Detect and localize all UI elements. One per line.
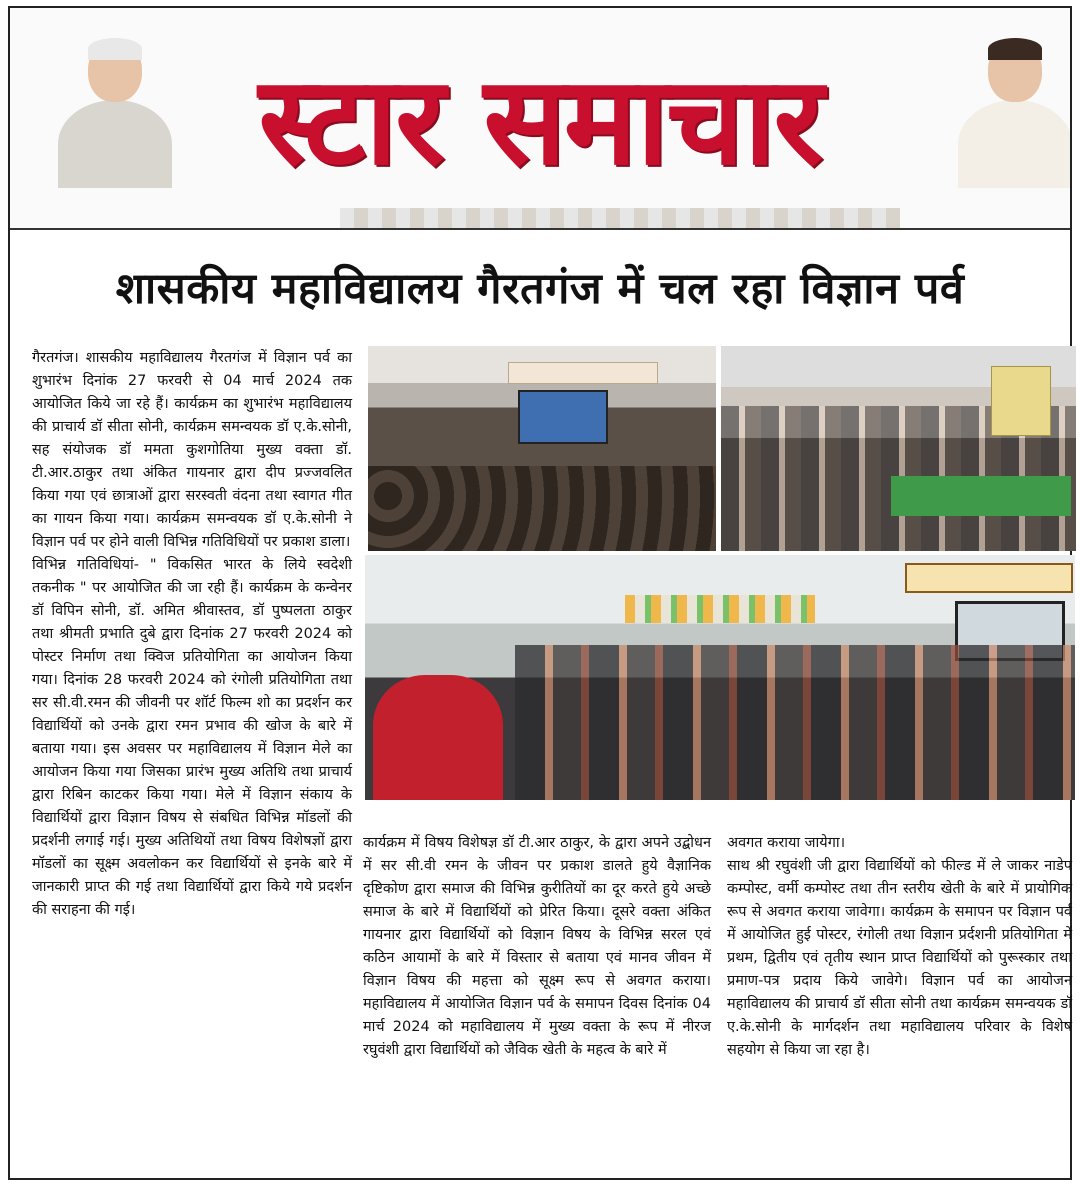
article-column-1	[32, 347, 352, 922]
masthead	[10, 8, 1070, 230]
article-column-3	[727, 832, 1072, 1062]
article-paragraph: विभिन्न गतिविधियां- " विकसित भारत के लिये स्वदेशी तकनीक " पर आयोजित की जा रही हैं। कार्यक्रम के कन्वेनर डॉ विपिन सोनी, डॉ. अमित श्रीवास्तव, डॉ पुष्पलता ठाकुर तथा श्रीमती प्रभाति दुबे द्वारा दिनांक 27 फरवरी 2024 को पोस्टर निर्माण तथा क्विज प्रतियोगिता का आयोजन किया गया। दिनांक 28 फरवरी 2024 को रंगोली प्रतियोगिता तथा सर सी.वी.रमन की जीवनी पर शॉर्ट फिल्म शो का प्रदर्शन कर विद्यार्थियों को उनके द्वारा रमन प्रभाव की खोज के बारे में बताया गया। इस अवसर पर महाविद्यालय में विज्ञान मेले का आयोजन किया गया जिसका प्रारंभ मुख्य अतिथि तथा प्राचार्य द्वारा रिबिन काटकर किया गया। मेले में विज्ञान संकाय के विद्यार्थियों द्वारा विज्ञान विषय से संबधित विभिन्न मॉडलों की प्रदर्शनी लगाई गई। मुख्य अतिथियों तथा विषय विशेषज्ञों द्वारा मॉडलों का सूक्ष्म अवलोकन कर विद्यार्थियों से इनके बारे में जानकारी प्राप्त की गई तथा विद्यार्थियों द्वारा किये गये प्रदर्शन की सराहना की गई।	[32, 557, 352, 918]
photo-auditorium-students	[368, 346, 716, 551]
headline	[10, 232, 1070, 340]
article-column-2	[363, 832, 711, 1062]
article-paragraph: अवगत कराया जायेगा।	[727, 835, 846, 851]
masthead-portrait-right	[950, 38, 1070, 188]
article-paragraph: साथ श्री रघुवंशी जी द्वारा विद्यार्थियों को फील्ड में ले जाकर नाडेप कम्पोस्ट, वर्मी कम्पोस्ट तथा तीन स्तरीय खेती के बारे में प्रायोगिक रूप से अवगत कराया जावेगा। कार्यक्रम के समापन पर विज्ञान पर्व में आयोजित हुई पोस्टर, रंगोली तथा विज्ञान प्रर्दशनी प्रतियोगिता में प्रथम, द्वितीय एवं तृतीय स्थान प्राप्त विद्यार्थियों को पुरूस्कार तथा प्रमाण-पत्र प्रदाय किये जावेगे। विज्ञान पर्व का आयोजन महाविद्यालय की प्राचार्य डॉ सीता सोनी तथा कार्यक्रम समन्वयक डॉ ए.के.सोनी के मार्गदर्शन तथा महाविद्यालय परिवार के विशेष सहयोग से किया जा रहा है।	[727, 858, 1072, 1058]
article-paragraph: गैरतगंज। शासकीय महाविद्यालय गैरतगंज में विज्ञान पर्व का शुभारंभ दिनांक 27 फरवरी से 04 मार्च 2024 तक आयोजित किये जा रहे हैं। कार्यक्रम का शुभारंभ महाविद्यालय की प्राचार्य डॉ सीता सोनी, कार्यक्रम समन्वयक डॉ ए.के.सोनी, सह संयोजक डॉ ममता कुशगोतिया मुख्य वक्ता डॉ. टी.आर.ठाकुर तथा अंकित गायनार द्वारा दीप प्रज्जवलित किया गया एवं छात्राओं द्वारा सरस्वती वंदना तथा स्वागत गीत का गायन किया गया। कार्यक्रम समन्वयक डॉ ए.के.सोनी ने विज्ञान पर्व पर होने वाली विभिन्न गतिविधियों पर प्रकाश डाला।	[32, 350, 352, 550]
masthead-crowd-image	[340, 208, 900, 230]
masthead-title: स्टार समाचार	[258, 50, 822, 192]
article-paragraph: कार्यक्रम में विषय विशेषज्ञ डॉ टी.आर ठाकुर, के द्वारा अपने उद्बोधन में सर सी.वी रमन के जीवन पर प्रकाश डालते हुये वैज्ञानिक दृष्टिकोण द्वारा समाज की विभिन्न कुरीतियों का दूर करते हुये अच्छे समाज के बारे में विद्यार्थियों को प्रेरित किया। दूसरे वक्ता अंकित गायनार द्वारा विद्यार्थियों को विज्ञान विषय के विभिन्न सरल एवं कठिन आयामों के बारे में विस्तार से बताया एवं मानव जीवन में विज्ञान विषय की महत्ता को सूक्ष्म रूप से अवगत कराया। महाविद्यालय में आयोजित विज्ञान पर्व के समापन दिवस दिनांक 04 मार्च 2024 को महाविद्यालय में मुख्य वक्ता के रूप में नीरज रघुवंशी द्वारा विद्यार्थियों को जैविक खेती के महत्व के बारे में	[363, 835, 711, 1058]
headline-text: शासकीय महाविद्यालय गैरतगंज में चल रहा विज्ञान पर्व	[115, 263, 965, 314]
photo-science-exhibition	[721, 346, 1076, 551]
photo-inauguration-ceremony	[365, 555, 1075, 800]
